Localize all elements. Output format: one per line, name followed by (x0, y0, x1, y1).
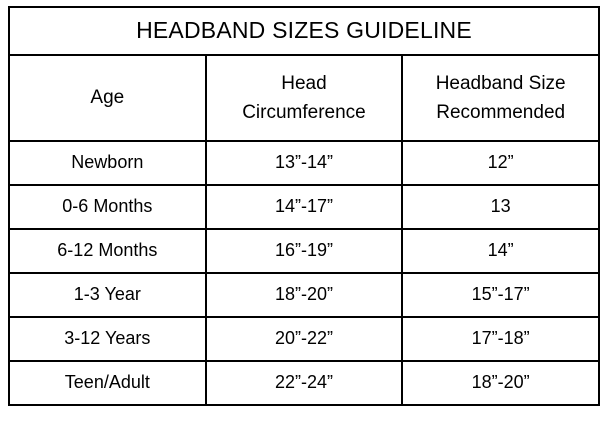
table-row (9, 185, 599, 229)
table-row (9, 229, 599, 273)
table-row (9, 361, 599, 405)
cell-age: 1-3 Year (9, 273, 206, 317)
table-title-row (9, 7, 599, 55)
cell-age: Newborn (9, 141, 206, 185)
cell-circumference: 18”-20” (206, 273, 403, 317)
column-header-headband-size (402, 55, 599, 141)
table-row (9, 141, 599, 185)
page-title: HEADBAND SIZES GUIDELINE (9, 7, 599, 55)
size-guideline-table (8, 6, 600, 406)
column-header-head-circumference-line2: Circumference (242, 102, 366, 123)
cell-circumference: 20”-22” (206, 317, 403, 361)
cell-circumference: 14”-17” (206, 185, 403, 229)
column-header-head-circumference-line1: Head (281, 72, 327, 94)
column-header-headband-size-line2: Recommended (436, 102, 566, 123)
cell-age: 6-12 Months (9, 229, 206, 273)
cell-headband-size: 14” (402, 229, 599, 273)
cell-circumference: 16”-19” (206, 229, 403, 273)
column-header-head-circumference (206, 55, 403, 141)
table-row (9, 273, 599, 317)
cell-headband-size: 17”-18” (402, 317, 599, 361)
cell-circumference: 13”-14” (206, 141, 403, 185)
cell-age: 3-12 Years (9, 317, 206, 361)
column-header-age-line1: Age (90, 87, 125, 109)
cell-headband-size: 13 (402, 185, 599, 229)
cell-age: Teen/Adult (9, 361, 206, 405)
cell-headband-size: 12” (402, 141, 599, 185)
table-row (9, 317, 599, 361)
column-header-headband-size-line1: Headband Size (435, 72, 566, 94)
cell-headband-size: 15”-17” (402, 273, 599, 317)
column-header-age (9, 55, 206, 141)
table-header-row (9, 55, 599, 141)
cell-circumference: 22”-24” (206, 361, 403, 405)
cell-headband-size: 18”-20” (402, 361, 599, 405)
cell-age: 0-6 Months (9, 185, 206, 229)
